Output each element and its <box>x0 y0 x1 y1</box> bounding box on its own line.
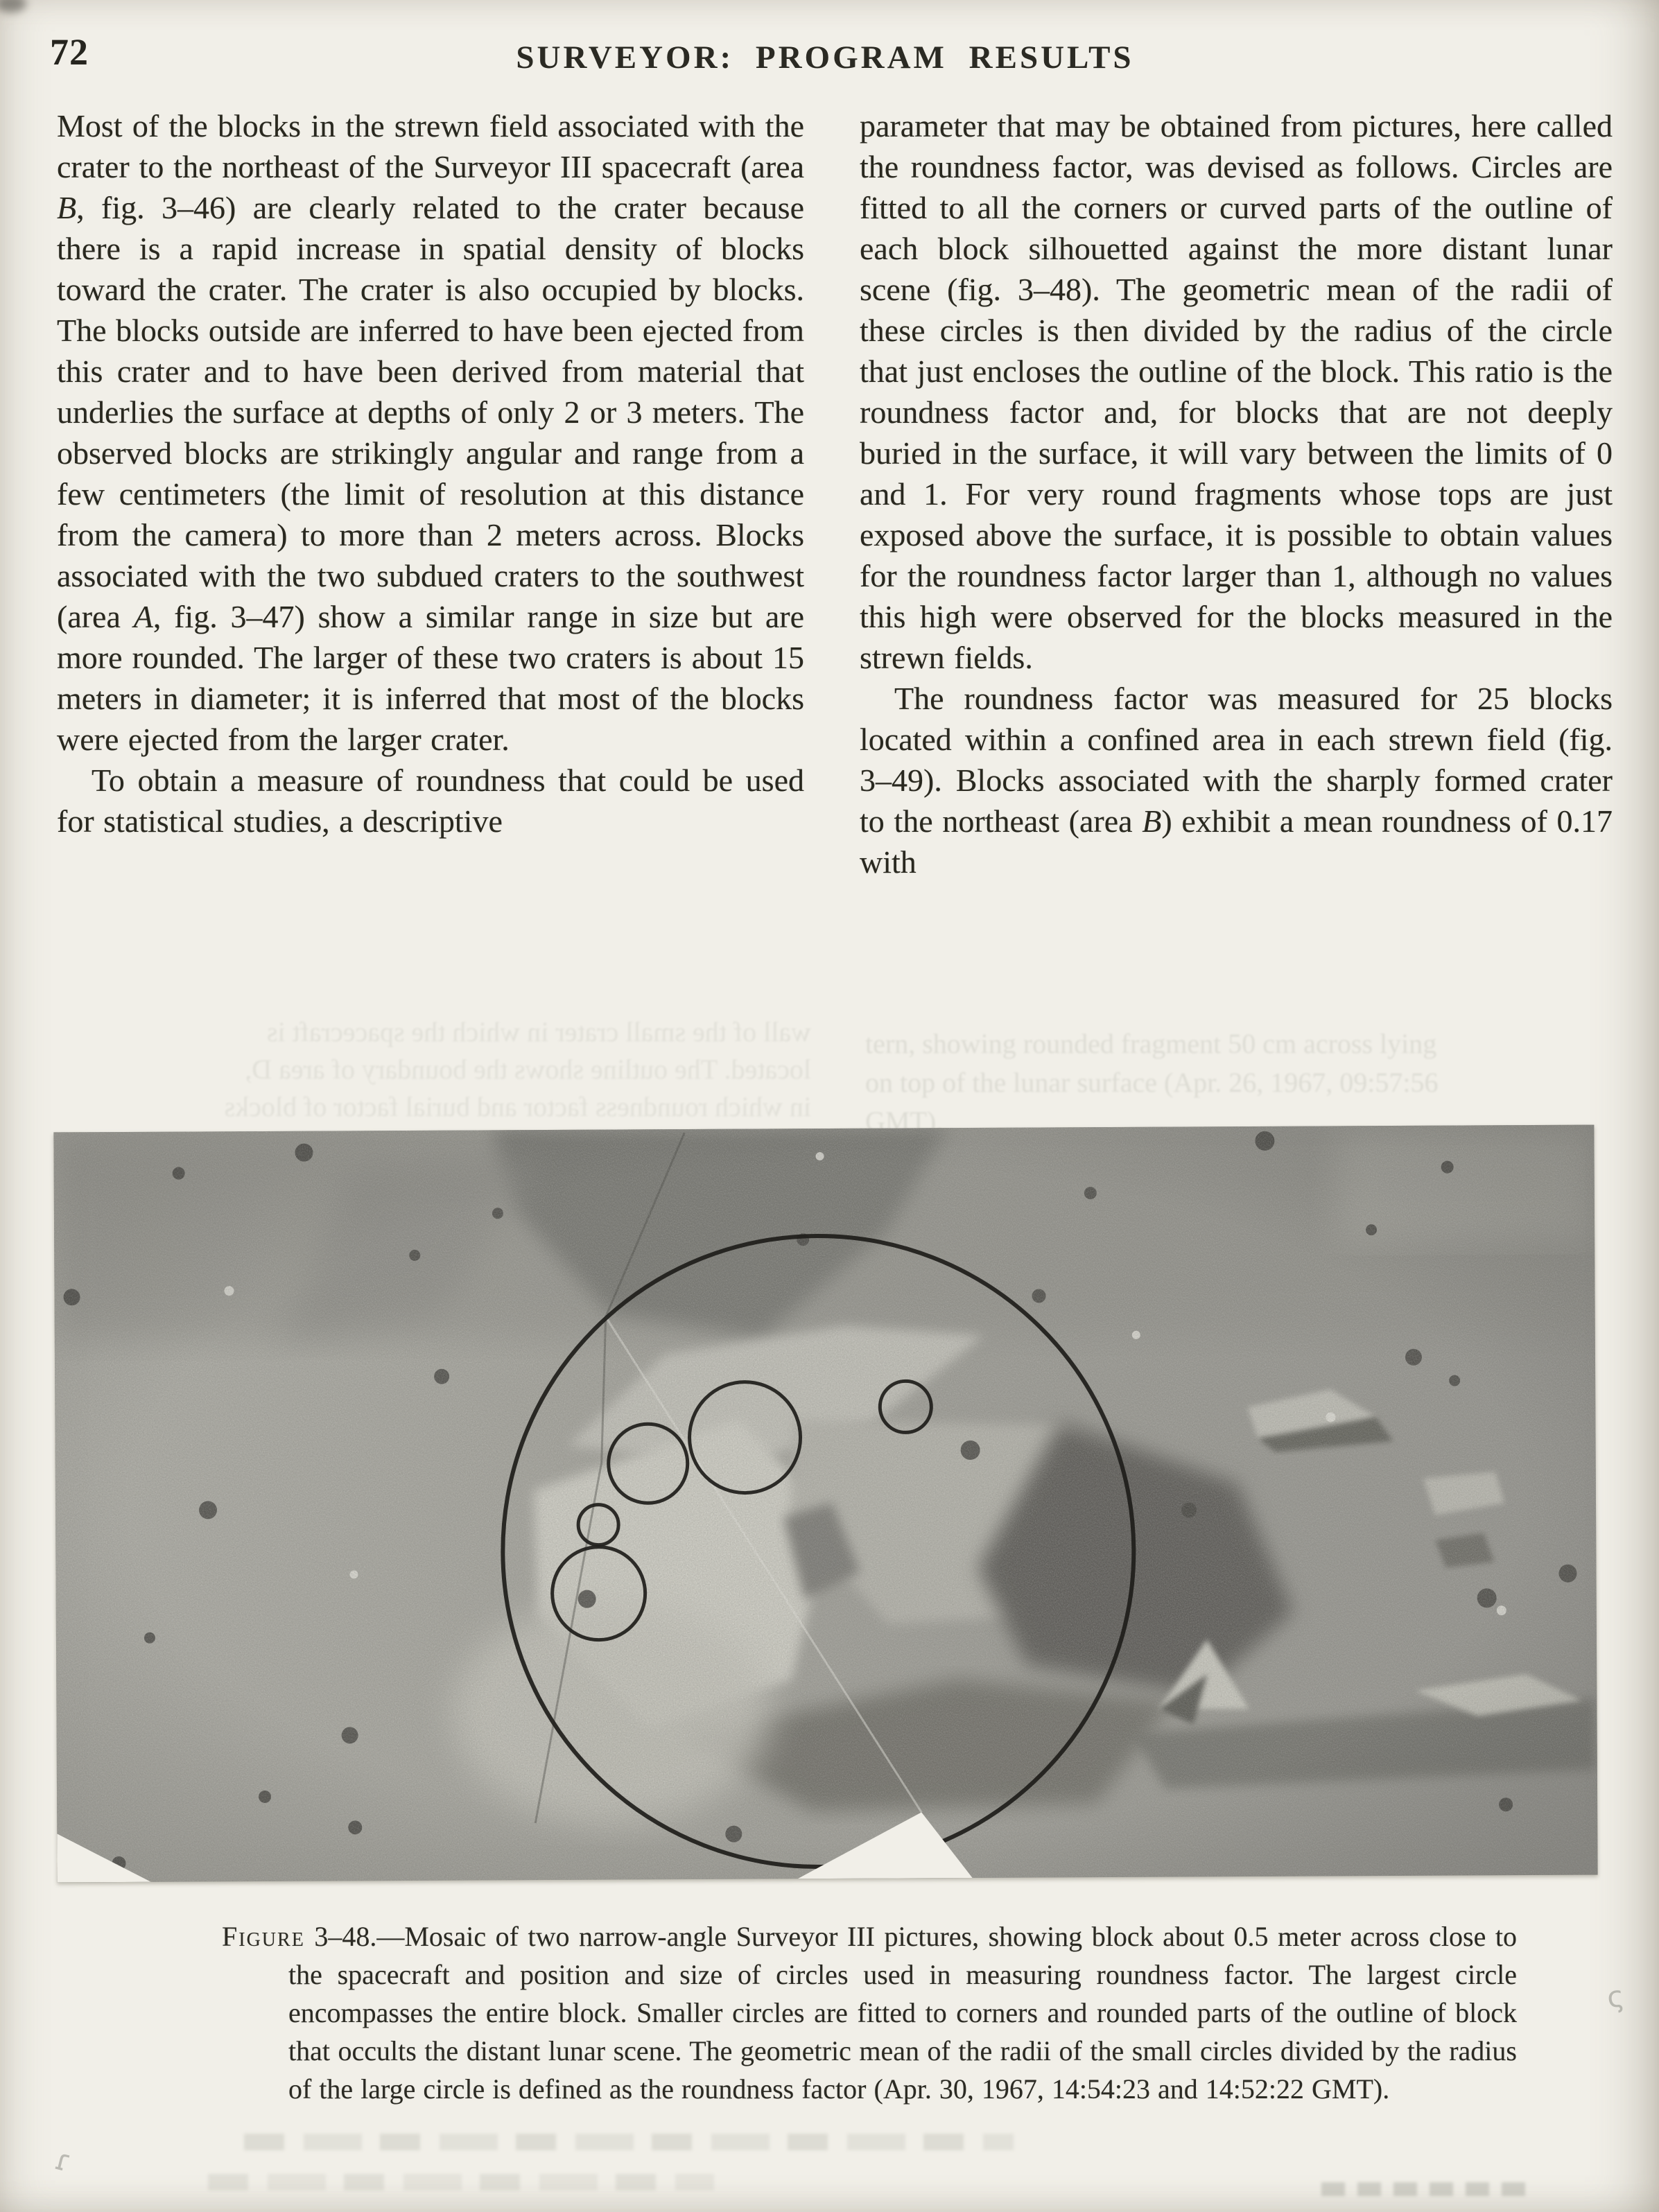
paragraph-roundness-intro: To obtain a measure of roundness that could be used for statistical studies, a descriptive <box>57 763 804 839</box>
running-title: SURVEYOR: PROGRAM RESULTS <box>516 40 1134 76</box>
pencil-mark: ɾ <box>51 2142 75 2179</box>
photo-vignette <box>53 1125 1597 1883</box>
lunar-photo-mosaic <box>53 1125 1597 1883</box>
paragraph-roundness-factor-definition: parameter that may be obtained from pictures, here called the roundness factor, was devised as follows. Circles are fitted to all the corners or curved parts of the outline of each block silhouetted against the more distant lunar scene (fig. 3–48). The geometric mean of the radii of these circles is then divided by the radius of the circle that just encloses the outline of the block. This ratio is the roundness factor and, for blocks that are not deeply buried in the surface, it will vary between the limits of 0 and 1. For very round fragments whose tops are just exposed above the surface, it is possible to obtain values for the roundness factor larger than 1, although no values this high were observed for the blocks measured in the strewn fields. <box>860 108 1613 675</box>
bleed-through-smudge <box>244 2134 1014 2150</box>
bleed-through-imprint <box>1321 2182 1538 2196</box>
bleed-through-text-right: tern, showing rounded fragment 50 cm across lying on top of the lunar surface (Apr. 26, 1967, 09:57:56 GMT). <box>865 1028 1439 1137</box>
right-text-column <box>860 105 1613 882</box>
figure-caption: Figure 3–48.—Mosaic of two narrow-angle Surveyor III pictures, showing block about 0.5 meter across close to the spacecraft and position and size of circles used in measuring roundness factor. The largest circle encompasses the entire block. Smaller circles are fitted to corners and rounded parts of the outline of block that occults the distant lunar scene. The geometric mean of the radii of the small circles divided by the radius of the large circle is defined as the roundness factor (Apr. 30, 1967, 14:54:23 and 14:52:22 GMT). <box>222 1921 1517 2105</box>
left-text-column <box>57 105 804 842</box>
pencil-mark: ς <box>1604 1978 1626 2015</box>
bleed-through-text-left: wall of the small crater in which the spacecraft is located. The outline shows the boundary of area D, in which roundness factor and burial factor of blocks <box>224 1016 811 1122</box>
scan-corner-smudge <box>0 0 26 12</box>
paragraph-blocks-strewn-field: Most of the blocks in the strewn field associated with the crater to the northeast of the Surveyor III spacecraft (area B, fig. 3–46) are clearly related to the crater because there is a rapid increase in spatial density of blocks toward the crater. The crater is also occupied by blocks. The blocks outside are inferred to have been ejected from this crater and to have been derived from material that underlies the surface at depths of only 2 or 3 meters. The observed blocks are strikingly angular and range from a few centimeters (the limit of resolution at this distance from the camera) to more than 2 meters across. Blocks associated with the two subdued craters to the southwest (area A, fig. 3–47) show a similar range in size but are more rounded. The larger of these two craters is about 15 meters in diameter; it is inferred that most of the blocks were ejected from the larger crater. <box>57 108 805 757</box>
figure-3-48-photo <box>53 1125 1597 1883</box>
page-number: 72 <box>50 31 89 73</box>
paragraph-roundness-measurements: The roundness factor was measured for 25 blocks located within a confined area in each strewn field (fig. 3–49). Blocks associated with the sharply formed crater to the northeast (area B) exhibit a mean roundness of 0.17 with <box>860 681 1613 880</box>
bleed-through-smudge <box>208 2174 714 2191</box>
